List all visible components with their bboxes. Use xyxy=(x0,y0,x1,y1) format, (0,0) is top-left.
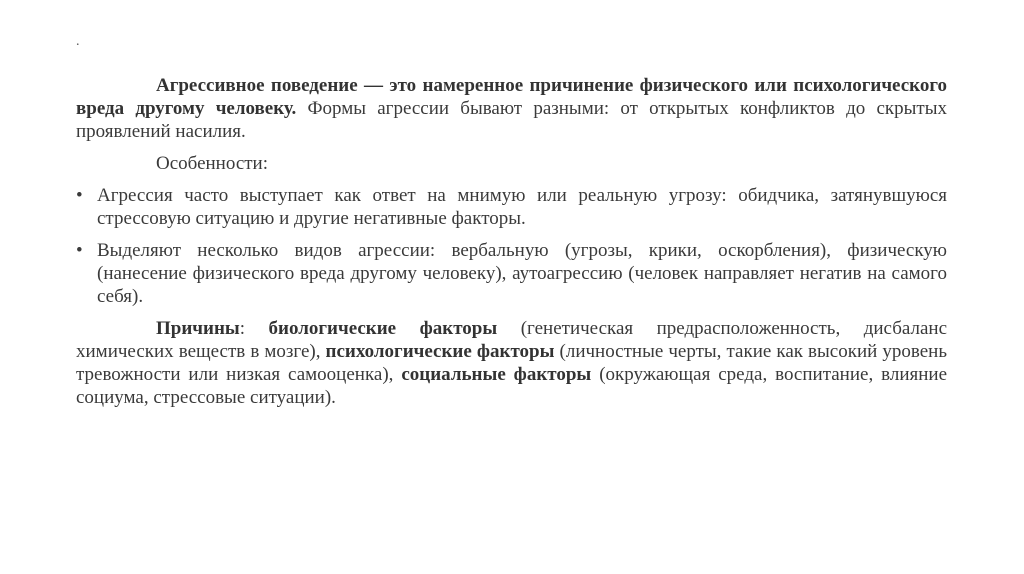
reasons-paragraph xyxy=(76,317,947,409)
definition-paragraph xyxy=(76,74,947,143)
definition-text: Формы агрессии бывают разными: от открытых конфликтов до скрытых проявлений насилия. xyxy=(76,98,947,142)
features-list xyxy=(76,184,947,308)
bio-factors-text: (генетическая предрасположенность, дисбаланс химических веществ в мозге), xyxy=(76,318,948,362)
reasons-colon: : xyxy=(239,318,269,339)
bullet-text: Выделяют несколько видов агрессии: вербальную (угрозы, крики, оскорбления), физическую (нанесение физического вреда другому человеку), аутоагрессию (человек направляет негатив на самого себя). xyxy=(97,240,947,307)
page-marker: . xyxy=(76,34,80,49)
list-item xyxy=(76,184,947,230)
definition-bold: Агрессивное поведение — это намеренное причинение физического или психологического вреда другому человеку. xyxy=(76,75,947,119)
bullet-text: Агрессия часто выступает как ответ на мнимую или реальную угрозу: обидчика, затянувшуюся стрессовую ситуацию и другие негативные факторы. xyxy=(97,185,947,229)
bio-factors-label: биологические факторы xyxy=(268,318,498,339)
soc-factors-label: социальные факторы xyxy=(401,364,592,385)
bullet-mark: • xyxy=(76,240,83,261)
psy-factors-label: психологические факторы xyxy=(325,341,555,362)
soc-factors-text: (окружающая среда, воспитание, влияние социума, стрессовые ситуации). xyxy=(76,364,947,408)
psy-factors-text: (личностные черты, такие как высокий уровень тревожности или низкая самооценка), xyxy=(76,341,947,385)
slide-content xyxy=(76,74,947,409)
reasons-label: Причины xyxy=(156,318,240,339)
list-item xyxy=(76,239,947,308)
features-heading: Особенности: xyxy=(156,153,268,174)
bullet-mark: • xyxy=(76,185,83,206)
